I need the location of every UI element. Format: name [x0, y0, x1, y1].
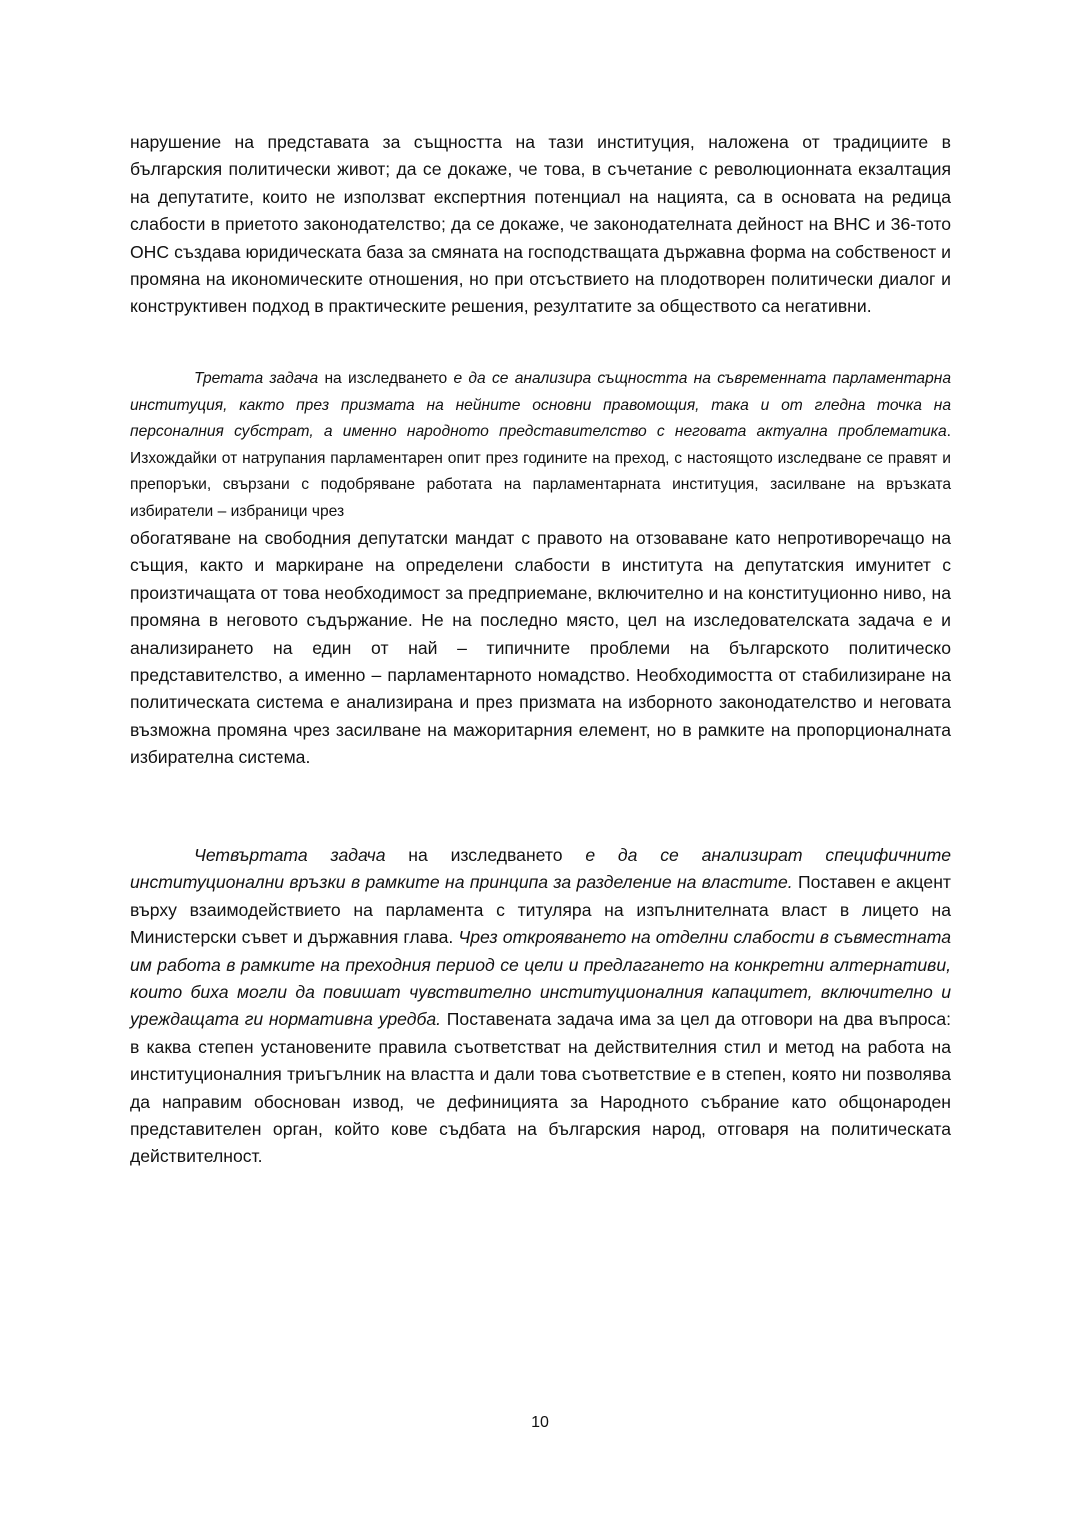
paragraph-1-text: нарушение на представата за същността на тази институция, наложена от традициите в българския политически живот; да се докаже, че това, в съчетание с революционната екзалтация на депутатите, които не използват експертния потенциал на нацията, са в основата на редица слабости в приетото законодателство; да се докаже, че законодателната дейност на ВНС и 36-тото ОНС създава юридическата база за смяната на господстващата държавна форма на собственост и промяна на икономическите отношения, но при отсъствието на плодотворен политически диалог и конструктивен подход в практическите решения, резултатите за обществото са негативни.: [130, 132, 951, 317]
third-task-rest-small: . Изхождайки от натрупания парламентарен опит през годините на преход, с настоящото изследване се правят и препоръки, свързани с подобряване работата на парламентарната институция, засилване на връзката избиратели – избраници чрез: [130, 423, 951, 520]
third-task-rest-large: обогатяване на свободния депутатски мандат с правото на отзоваване като непротиворечащо на същия, както и маркиране на определени слабости в института на депутатския имунитет с произтичащата от това необходимост за предприемане, включително и на конституционно ниво, на промяна в неговото съдържание. Не на последно място, цел на изследователската задача е и анализирането на един от най – типичните проблеми на българското политическо представителство, а именно – парламентарното номадство. Необходимостта от стабилизиране на политическата система е анализирана и през призмата на изборното законодателство и неговата възможна промяна чрез засилване на мажоритарния елемент, но в рамките на пропорционалната избирателна система.: [130, 528, 951, 768]
paragraph-3: [130, 842, 951, 1171]
fourth-task-goal: Чрез открояването на отделни слабости в съвместната им работа в рамките на преходния период се цели и предлагането на конкретни алтернативи, които биха могли да повишат чувствително институционалния капацитет, включително и уреждащата ги нормативна уредба.: [130, 927, 951, 1030]
third-task-label: Третата задача: [194, 370, 319, 387]
third-task-text: е да се анализира същността на съвременната парламентарна институция, както през призмата на нейните основни правомощия, така и от гледна точка на персоналния субстрат, а именно народното представителство с неговата актуална проблематика: [130, 370, 951, 441]
fourth-task-connector: на изследването: [385, 845, 586, 865]
fourth-task-middle: Поставен е акцент върху взаимодействието на парламента с титуляра на изпълнителната власт в лицето на Министерски съвет и държавния глава.: [130, 872, 951, 948]
paragraph-2-part-2: [130, 525, 951, 772]
page-number: 10: [531, 1414, 549, 1431]
fourth-task-ending: Поставената задача има за цел да отговори на два въпроса: в каква степен установените правила съответстват на действителния стил и метод на работа на институционалния триъгълник на властта и дали това съответствие е в степен, която ни позволява да направим обоснован извод, че дефиницията за Народното събрание като общонароден представителен орган, който кове съдбата на българския народ, отговаря на политическата действителност.: [130, 1009, 952, 1167]
third-task-connector: на изследването: [318, 370, 454, 387]
fourth-task-label: Четвъртата задача: [194, 845, 386, 865]
paragraph-1: [130, 129, 951, 321]
paragraph-2-part-1: [130, 366, 951, 526]
fourth-task-text: е да се анализират специфичните институционални връзки в рамките на принципа за разделение на властите.: [130, 845, 952, 893]
